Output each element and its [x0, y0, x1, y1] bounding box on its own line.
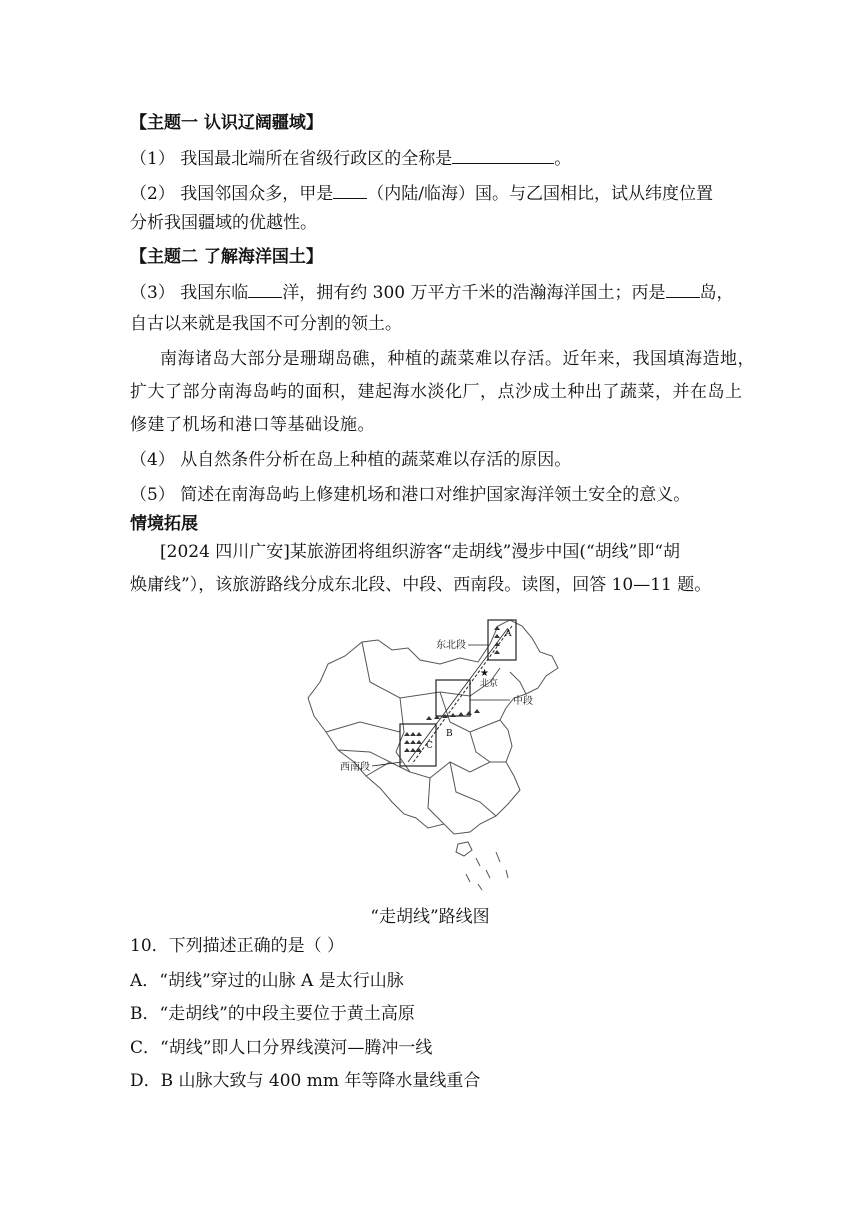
- label-b: B: [446, 729, 453, 739]
- question-2: [130, 182, 713, 205]
- option-d[interactable]: D．B 山脉大致与 400 mm 年等降水量线重合: [130, 1071, 481, 1091]
- question-3-line2: 自古以来就是我国不可分割的领土。: [130, 314, 402, 334]
- china-outline: [308, 620, 558, 834]
- hu-line-route-map: [300, 612, 570, 892]
- question-1-text: （1） 我国最北端所在省级行政区的全称是: [130, 149, 453, 169]
- question-3-end: 岛，: [699, 283, 734, 303]
- label-a: A: [505, 629, 512, 639]
- passage-line-1: 南海诸岛大部分是珊瑚岛礁，种植的蔬菜难以存活。近年来，我国填海造地，: [160, 349, 755, 369]
- label-northeast: 东北段: [436, 640, 466, 651]
- question-2-text: （2） 我国邻国众多，甲是: [130, 184, 334, 204]
- question-2-text-cont: （内陆/临海）国。与乙国相比，试从纬度位置: [367, 184, 713, 204]
- mountain-b-icon: [426, 709, 480, 720]
- answer-blank-3a[interactable]: [248, 281, 282, 298]
- map-caption: “走胡线”路线图: [370, 907, 490, 927]
- question-5: （5） 简述在南海岛屿上修建机场和港口对维护国家海洋领土安全的意义。: [130, 485, 691, 505]
- answer-blank-1[interactable]: [452, 147, 554, 164]
- option-a[interactable]: A．“胡线”穿过的山脉 A 是太行山脉: [130, 971, 404, 991]
- extension-header: 情境拓展: [130, 514, 198, 534]
- question-3-text-mid: 洋，拥有约 300 万平方千米的浩瀚海洋国土；丙是: [282, 283, 666, 303]
- question-10-stem: 10．下列描述正确的是（ ）: [130, 936, 345, 956]
- hainan-island: [456, 842, 472, 856]
- question-2-line2: 分析我国疆域的优越性。: [130, 213, 317, 233]
- topic2-header: 【主题二 了解海洋国土】: [130, 247, 323, 267]
- label-middle: 中段: [513, 696, 533, 707]
- passage-line-3: 修建了机场和港口等基础设施。: [130, 415, 375, 435]
- option-b[interactable]: B．“走胡线”的中段主要位于黄土高原: [130, 1004, 415, 1024]
- label-c: C: [426, 741, 433, 751]
- mountain-c-icon: [404, 732, 422, 752]
- question-3: [130, 281, 734, 304]
- question-3-text: （3） 我国东临: [130, 283, 249, 303]
- intro-line-1: [2024 四川广安]某旅游团将组织游客“走胡线”漫步中国(“胡线”即“胡: [160, 542, 681, 562]
- question-1: [130, 147, 571, 170]
- topic1-header: 【主题一 认识辽阔疆域】: [130, 113, 323, 133]
- answer-blank-3b[interactable]: [666, 281, 700, 298]
- passage-line-2: 扩大了部分南海岛屿的面积，建起海水淡化厂，点沙成土种出了蔬菜，并在岛上: [130, 382, 743, 402]
- option-c[interactable]: C．“胡线”即人口分界线漠河—腾冲一线: [130, 1038, 433, 1058]
- label-beijing: 北京: [480, 679, 499, 689]
- question-1-end: 。: [554, 149, 572, 169]
- beijing-star-icon: ★: [480, 668, 489, 679]
- question-4: （4） 从自然条件分析在岛上种植的蔬菜难以存活的原因。: [130, 450, 572, 470]
- answer-blank-2[interactable]: [333, 182, 367, 199]
- intro-line-2: 焕庸线”），该旅游路线分成东北段、中段、西南段。读图，回答 10—11 题。: [130, 575, 712, 595]
- label-southwest: 西南段: [340, 762, 370, 773]
